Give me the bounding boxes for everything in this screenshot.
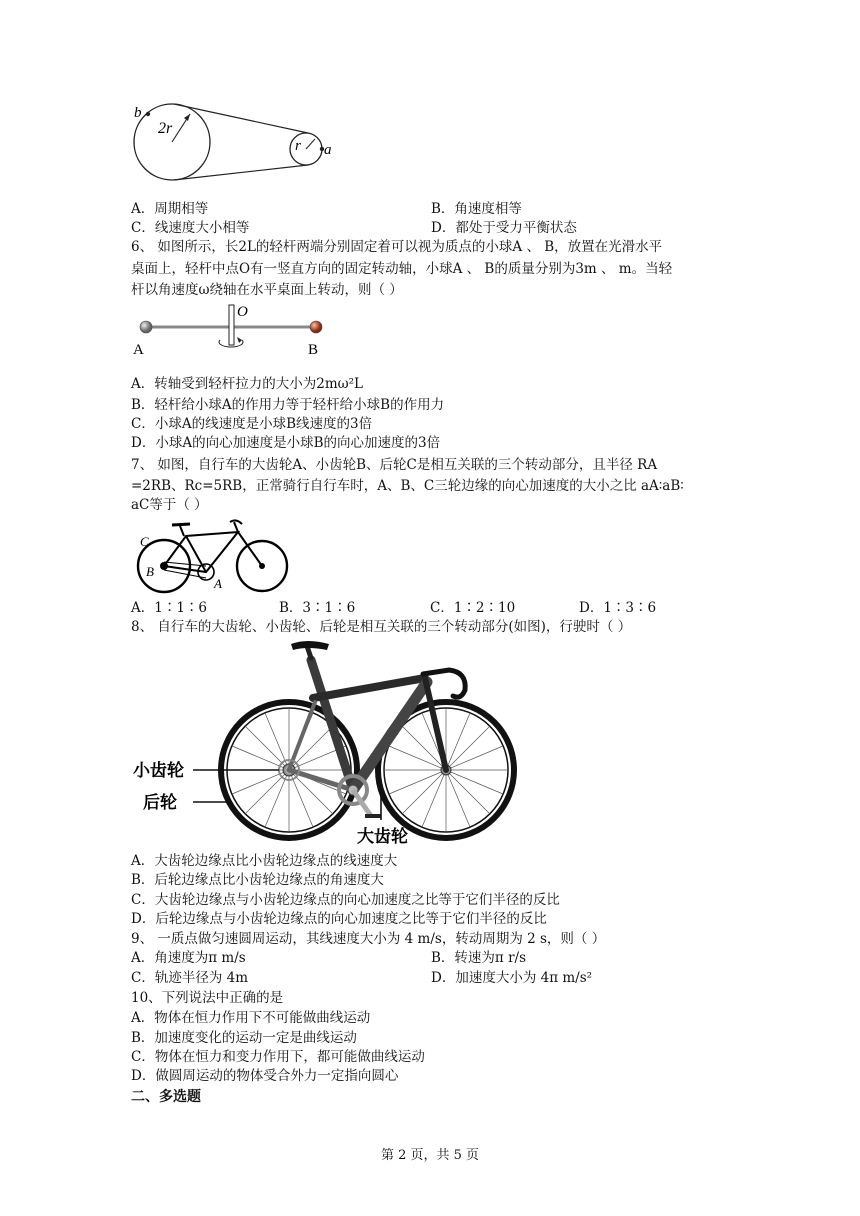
bicycle-sketch-figure (134, 512, 294, 596)
q7-stem-line-1: 7、 如图，自行车的大齿轮A、小齿轮B、后轮C是相互关联的三个转动部分，且半径 RA (131, 457, 658, 473)
q9-option-d: D．加速度大小为 4π m/s² (431, 970, 593, 986)
q7-stem-line-3: aC等于（ ） (131, 497, 208, 513)
q8-option-a: A．大齿轮边缘点比小齿轮边缘点的线速度大 (131, 853, 398, 869)
q5-option-b: B．角速度相等 (431, 201, 522, 217)
pulley-belt-figure (128, 100, 338, 188)
label-c: C (140, 534, 149, 549)
q10-option-a: A．物体在恒力作用下不可能做曲线运动 (131, 1010, 371, 1026)
label-ball-a: A (133, 342, 144, 358)
road-bike-photo-figure (131, 638, 526, 850)
q8-option-d: D．后轮边缘点与小齿轮边缘点的向心加速度之比等于它们半径的反比 (131, 911, 547, 927)
q9-option-b: B．转速为π r/s (431, 950, 527, 966)
q6-stem-line-3: 杆以角速度ω绕轴在水平桌面上转动，则（ ） (131, 282, 403, 298)
q8-stem: 8、 自行车的大齿轮、小齿轮、后轮是相互关联的三个转动部分(如图)，行驶时（ ） (131, 619, 632, 635)
label-big-gear: 大齿轮 (357, 827, 408, 847)
q10-option-b: B．加速度变化的运动一定是曲线运动 (131, 1030, 357, 1046)
label-2r: 2r (158, 120, 173, 137)
q8-option-c: C．大齿轮边缘点与小齿轮边缘点的向心加速度之比等于它们半径的反比 (131, 892, 560, 908)
label-ball-b: B (308, 342, 319, 358)
q5-option-d: D．都处于受力平衡状态 (431, 220, 577, 236)
q6-option-c: C．小球A的线速度是小球B线速度的3倍 (131, 416, 373, 432)
q10-option-c: C．物体在恒力和变力作用下，都可能做曲线运动 (131, 1049, 425, 1065)
section-heading-multiple-choice: 二、多选题 (131, 1089, 201, 1105)
label-b: B (146, 564, 154, 579)
label-a: a (324, 142, 332, 158)
q9-option-a: A．角速度为π m/s (131, 950, 246, 966)
q6-option-d: D．小球A的向心加速度是小球B的向心加速度的3倍 (131, 435, 441, 451)
q8-option-b: B．后轮边缘点比小齿轮边缘点的角速度大 (131, 872, 384, 888)
q7-option-d: D．1∶3∶6 (579, 600, 657, 616)
q5-option-c: C．线速度大小相等 (131, 220, 250, 236)
q6-option-a: A．转轴受到轻杆拉力的大小为2mω²L (131, 376, 364, 392)
label-b: b (134, 105, 142, 121)
label-a: A (214, 576, 222, 591)
q9-stem: 9、 一质点做匀速圆周运动，其线速度大小为 4 m/s，转动周期为 2 s，则（ ） (131, 931, 606, 947)
q6-stem-line-1: 6、 如图所示，长2L的轻杆两端分别固定着可以视为质点的小球A 、 B，放置在光滑水平 (131, 239, 663, 255)
q7-option-c: C．1∶2∶10 (430, 600, 516, 616)
q6-stem-line-2: 桌面上，轻杆中点O有一竖直方向的固定转动轴，小球A 、 B的质量分别为3m 、 m。当轻 (131, 261, 673, 277)
label-small-gear: 小齿轮 (133, 761, 184, 781)
q10-option-d: D．做圆周运动的物体受合外力一定指向圆心 (131, 1068, 399, 1084)
label-rear-wheel: 后轮 (143, 793, 177, 813)
q6-option-b: B．轻杆给小球A的作用力等于轻杆给小球B的作用力 (131, 397, 445, 413)
label-o: O (237, 304, 248, 320)
q7-stem-line-2: =2RB、Rc=5RB，正常骑行自行车时，A、B、C三轮边缘的向心加速度的大小之比 aA∶aB∶ (131, 478, 684, 494)
rotating-rod-figure (130, 302, 335, 360)
label-r: r (295, 138, 301, 154)
q10-stem: 10、下列说法中正确的是 (131, 990, 284, 1006)
q7-option-b: B．3∶1∶6 (279, 600, 356, 616)
q9-option-c: C．轨迹半径为 4m (131, 970, 249, 986)
q5-option-a: A．周期相等 (131, 201, 209, 217)
q7-option-a: A．1∶1∶6 (131, 600, 208, 616)
page-footer: 第 2 页，共 5 页 (380, 1148, 480, 1163)
